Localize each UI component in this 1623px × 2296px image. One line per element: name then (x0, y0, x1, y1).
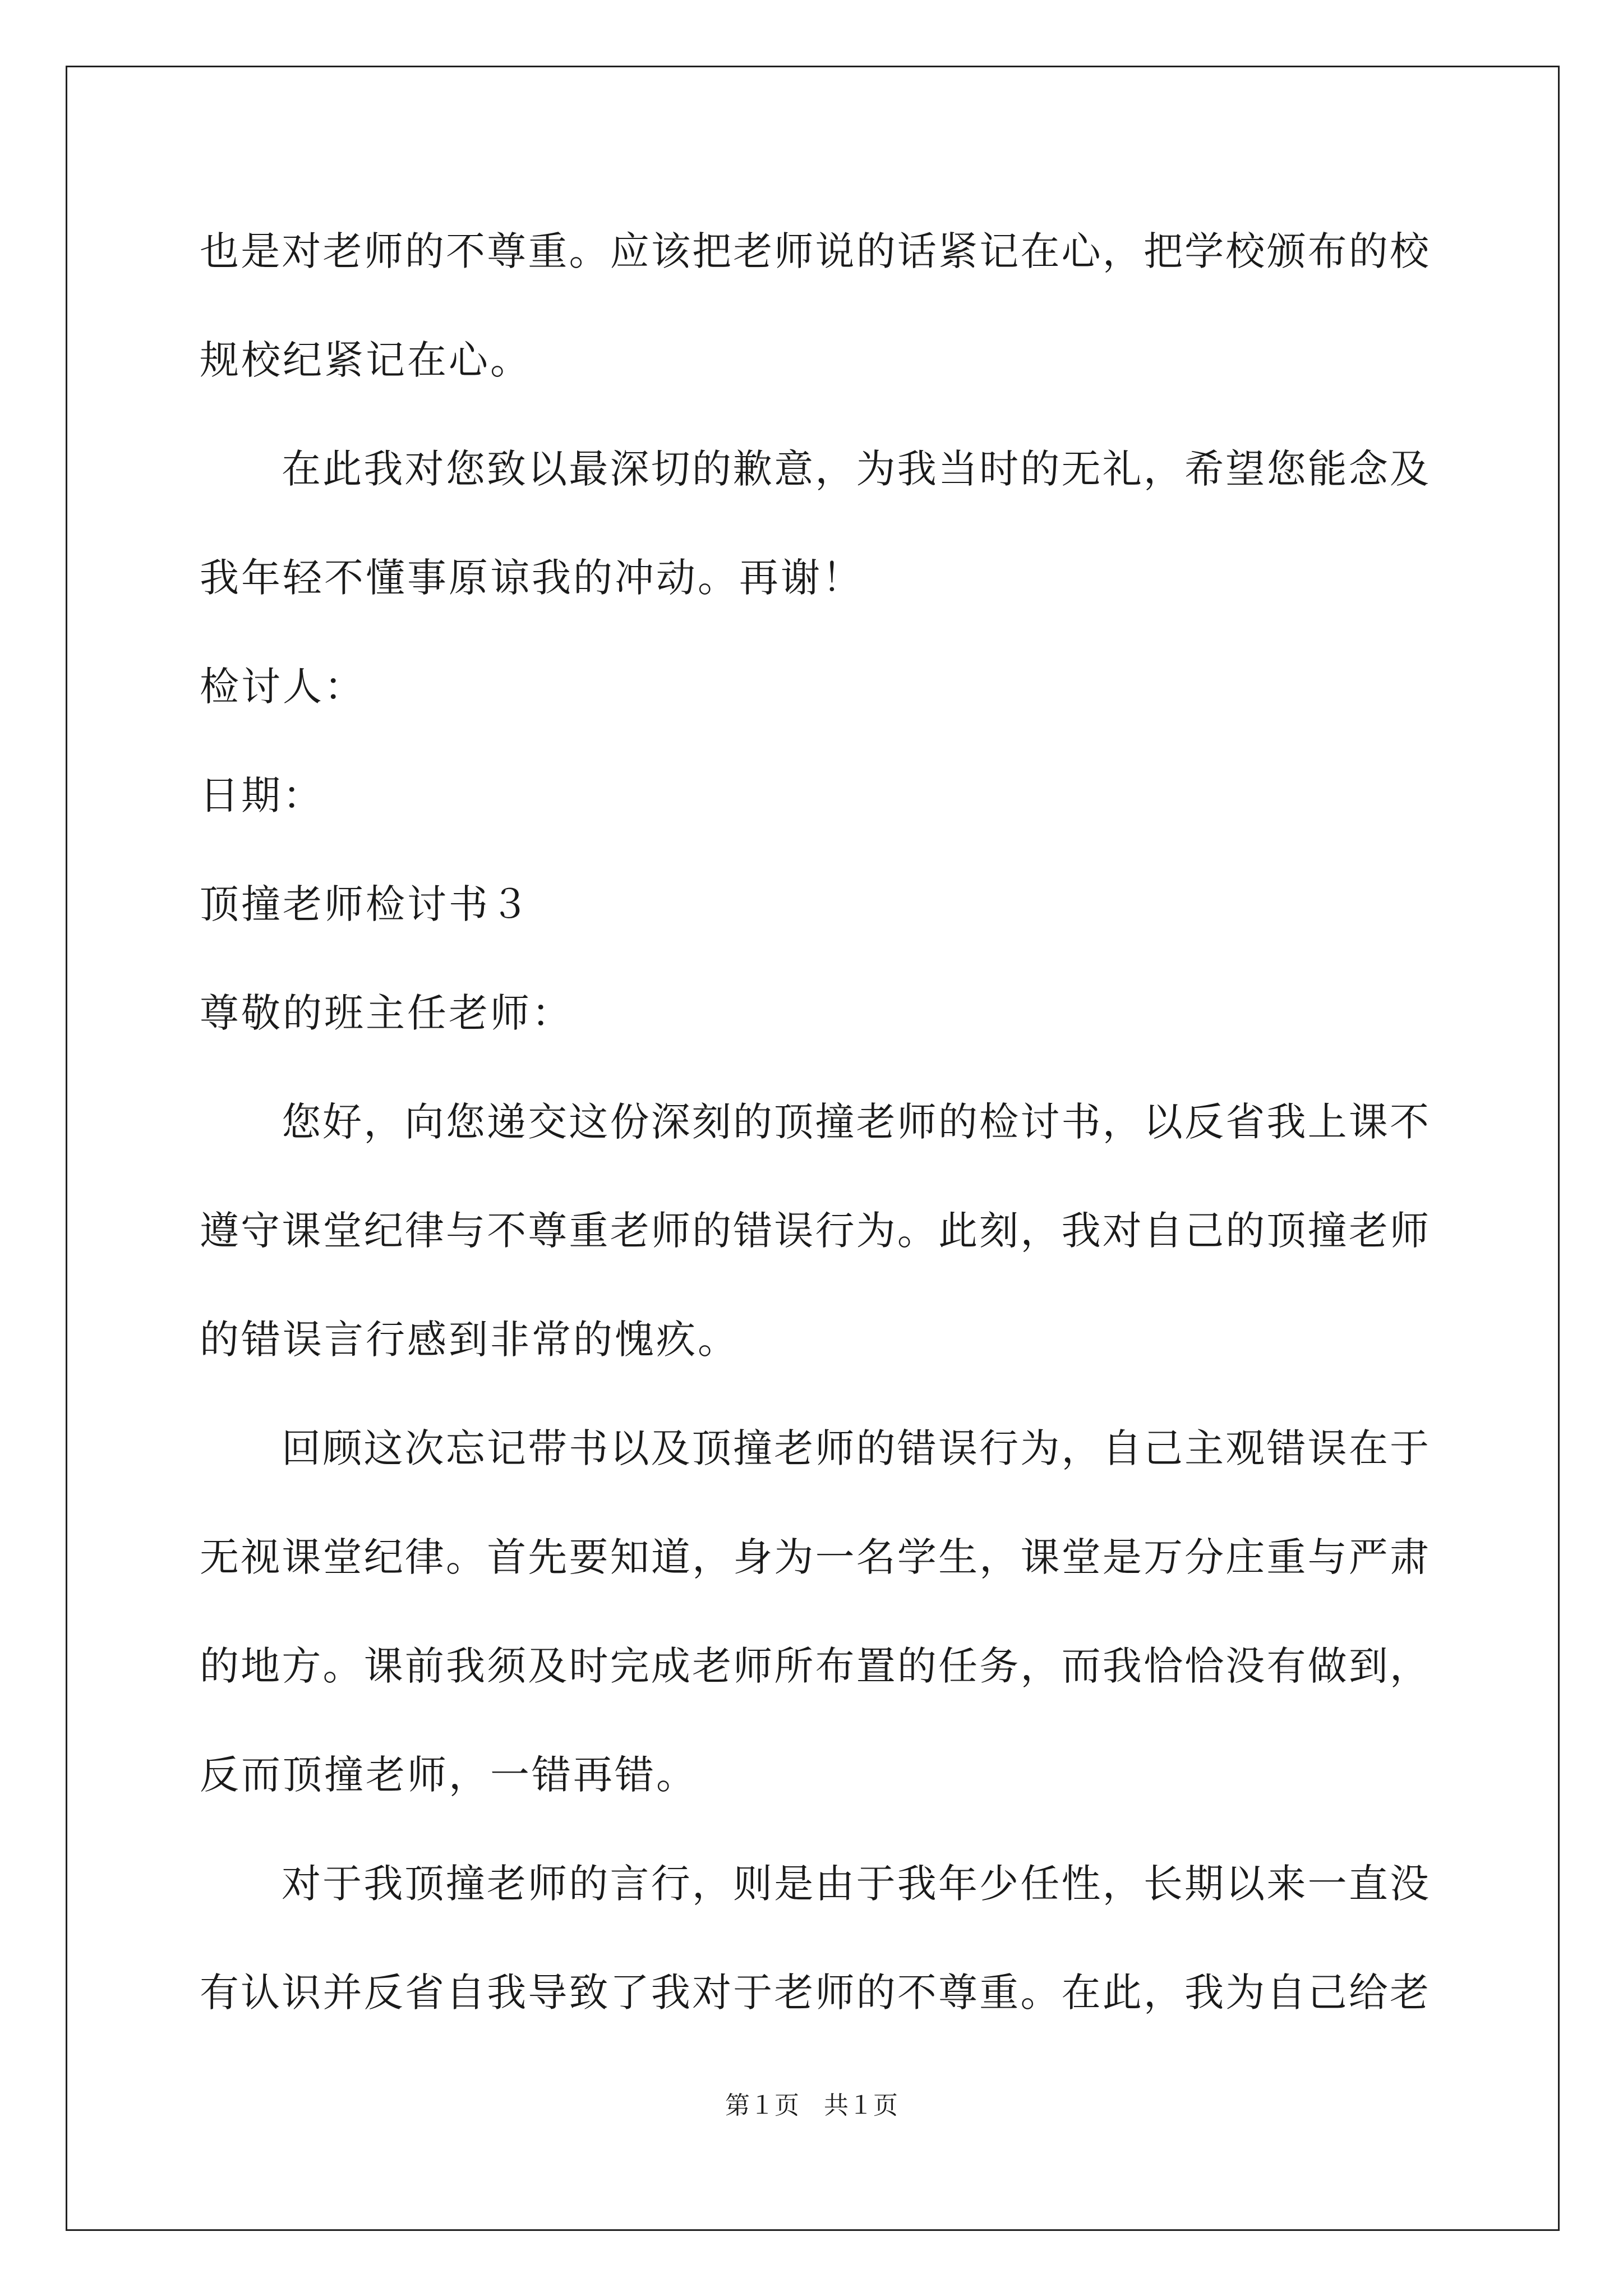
text-line: 回顾这次忘记带书以及顶撞老师的错误行为，自己主观错误在于 (282, 1425, 1429, 1471)
text-line: 您好，向您递交这份深刻的顶撞老师的检讨书，以反省我上课不 (282, 1099, 1429, 1145)
text-line: 遵守课堂纪律与不尊重老师的错误行为。此刻，我对自己的顶撞老师 (200, 1208, 1429, 1254)
text-line: 有认识并反省自我导致了我对于老师的不尊重。在此，我为自己给老 (200, 1970, 1429, 2016)
text-line: 反而顶撞老师，一错再错。 (200, 1752, 698, 1798)
date-label: 日期： (200, 772, 324, 818)
salutation: 尊敬的班主任老师： (200, 990, 573, 1036)
text-line: 我年轻不懂事原谅我的冲动。再谢！ (200, 555, 864, 601)
section-title: 顶撞老师检讨书３ (200, 881, 532, 927)
signer-label: 检讨人： (200, 664, 366, 710)
text-line: 无视课堂纪律。首先要知道，身为一名学生，课堂是万分庄重与严肃 (200, 1534, 1429, 1580)
text-line: 的错误言行感到非常的愧疚。 (200, 1317, 739, 1363)
text-line: 也是对老师的不尊重。应该把老师说的话紧记在心，把学校颁布的校 (200, 228, 1429, 274)
page-footer (0, 2093, 1623, 2118)
text-line: 对于我顶撞老师的言行，则是由于我年少任性，长期以来一直没 (282, 1861, 1429, 1907)
text-line: 规校纪紧记在心。 (200, 337, 532, 383)
page-number: 第１页 共１页 (725, 2091, 898, 2120)
text-line: 在此我对您致以最深切的歉意，为我当时的无礼，希望您能念及 (282, 446, 1429, 492)
text-line: 的地方。课前我须及时完成老师所布置的任务，而我恰恰没有做到， (200, 1643, 1429, 1689)
